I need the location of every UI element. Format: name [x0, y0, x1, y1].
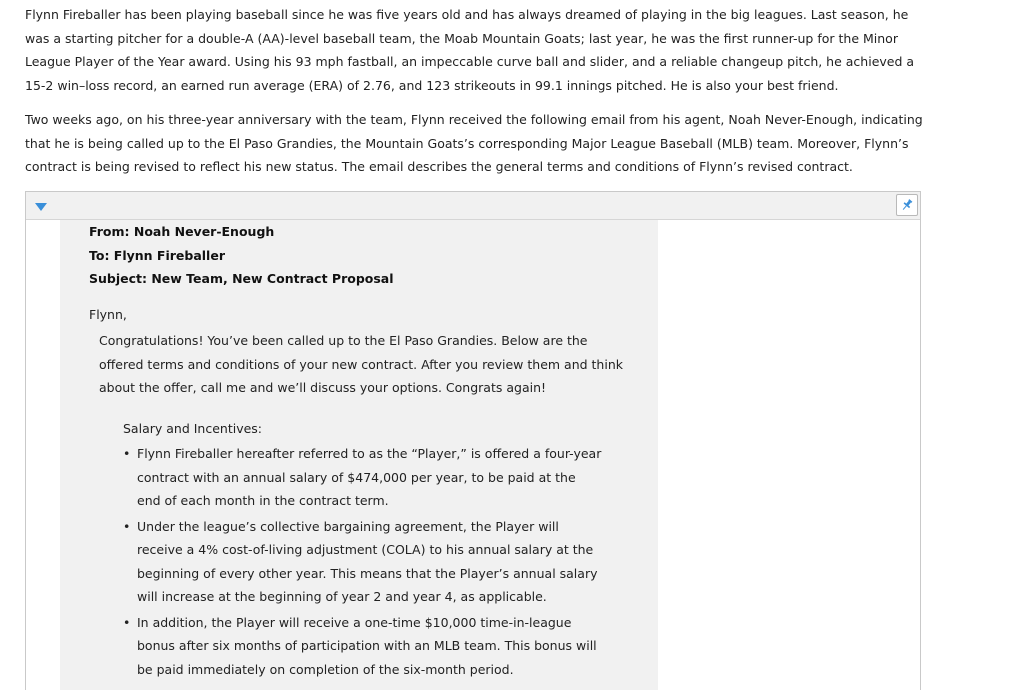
email-message: Congratulations! You’ve been called up to the El Paso Grandies. Below are the offered terms and conditions of your new contract. After you review them and think about the offer, call me and we’ll discuss your options. Congrats again!: [99, 333, 623, 395]
pushpin-icon: [900, 198, 914, 212]
email-subject: Subject: New Team, New Contract Proposal: [89, 271, 394, 286]
list-item: [123, 611, 603, 682]
terms-list: [123, 442, 603, 683]
bullet-icon: •: [123, 446, 131, 461]
email-to: To: Flynn Fireballer: [89, 248, 225, 263]
intro-paragraph-1: Flynn Fireballer has been playing baseball since he was five years old and has always dreamed of playing in the big leagues. Last season, he was a starting pitcher for a double-A (AA)-level baseball team, the Moab Mountain Goats; last year, he was the first runner-up for the Minor League Player of the Year award. Using his 93 mph fastball, an impeccable curve ball and slider, and a reliable changeup pitch, he achieved a 15-2 win–loss record, an earned run average (ERA) of 2.76, and 123 strikeouts in 99.1 innings pitched. He is also your best friend.: [25, 7, 915, 93]
panel-header: [26, 192, 920, 220]
pin-button[interactable]: [896, 194, 918, 216]
triangle-down-icon[interactable]: [35, 203, 47, 211]
list-item: [123, 515, 603, 609]
email-from: From: Noah Never-Enough: [89, 224, 275, 239]
term-text: In addition, the Player will receive a one-time $10,000 time-in-league bonus after six months of participation with an MLB team. This bonus will be paid immediately on completion of the six-month period.: [137, 614, 597, 677]
bullet-icon: •: [123, 614, 131, 630]
email-greeting: Flynn,: [89, 307, 127, 322]
email-body: [60, 220, 658, 690]
email-panel: [25, 191, 921, 690]
intro-paragraph-2: Two weeks ago, on his three-year anniversary with the team, Flynn received the following email from his agent, Noah Never-Enough, indicating that he is being called up to the El Paso Grandies, the Mountain Goats’s corresponding Major League Baseball (MLB) team. Moreover, Flynn’s contract is being revised to reflect his new status. The email describes the general terms and conditions of Flynn’s revised contract.: [25, 112, 923, 174]
term-text: Flynn Fireballer hereafter referred to as the “Player,” is offered a four-year contract with an annual salary of $474,000 per year, to be paid at the end of each month in the contract term.: [137, 446, 602, 508]
terms-heading: Salary and Incentives:: [123, 421, 263, 436]
list-item: [123, 442, 603, 513]
bullet-icon: •: [123, 518, 131, 534]
term-text: Under the league’s collective bargaining agreement, the Player will receive a 4% cost-of-living adjustment (COLA) to his annual salary at the beginning of every other year. This means that the Player’s annual salary will increase at the beginning of year 2 and year 4, as applicable.: [137, 518, 598, 604]
